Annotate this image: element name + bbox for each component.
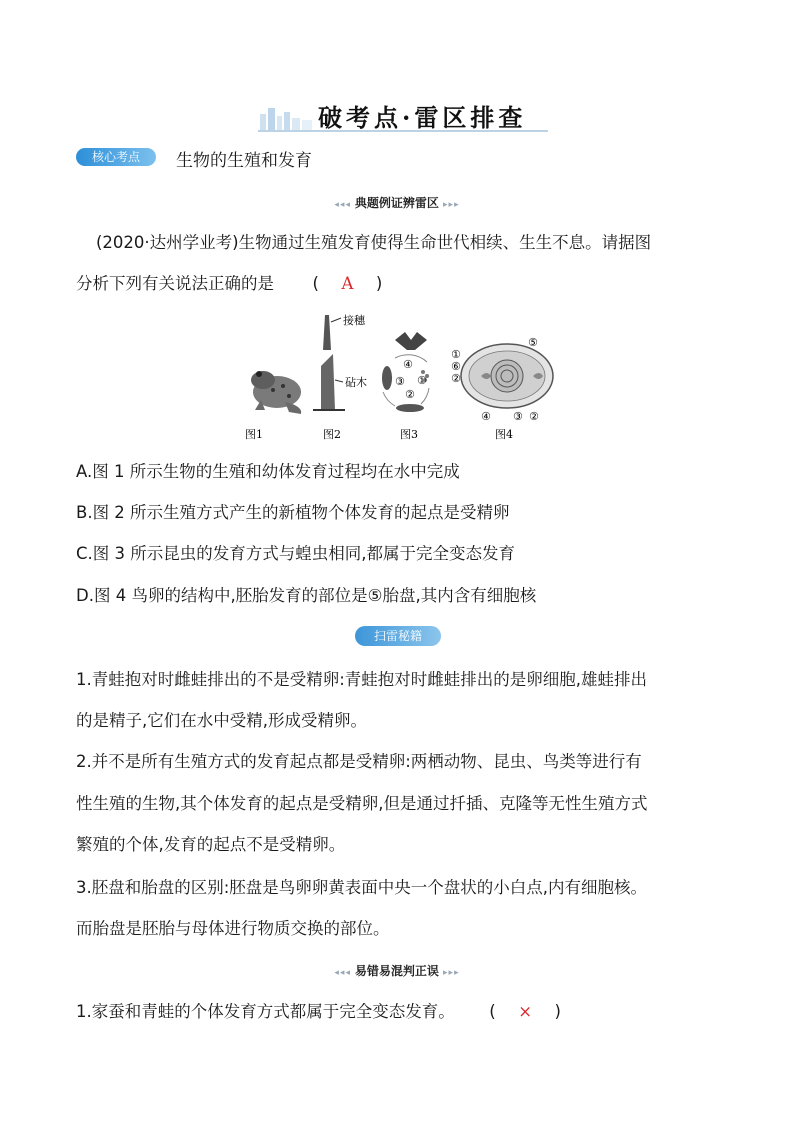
lifecycle-label-1: ① [417,374,427,387]
egg-label-5: ⑤ [528,336,538,349]
option-b: B.图 2 所示生殖方式产生的新植物个体发育的起点是受精卵 [76,503,510,522]
lifecycle-label-2: ② [405,388,415,401]
section-title: 易错易混判正误 [354,964,439,978]
caption-fig2: 图2 [323,428,341,441]
right-arrows-icon: ▸▸▸ [443,200,460,210]
answer-open: ( [312,274,319,293]
tip-3-line-1: 3.胚盘和胎盘的区别:胚盘是鸟卵卵黄表面中央一个盘状的小白点,内有细胞核。 [76,878,648,897]
tip-2-line-2: 性生殖的生物,其个体发育的起点是受精卵,但是通过扦插、克隆等无性生殖方式 [76,794,648,813]
egg-label-3: ③ [513,410,523,423]
egg-label-2-bottom: ② [529,410,539,423]
sweep-badge: 扫雷秘籍 [355,626,441,646]
skyline-decoration [258,104,318,130]
egg-label-6: ⑥ [451,360,461,373]
question-line-2 [76,271,382,297]
judge-item-1 [76,999,561,1025]
section-header-examples [0,194,794,211]
scion-label: 接穗 [343,314,365,327]
section-header-judge [0,962,794,979]
rootstock-label: 砧木 [345,376,367,389]
judge-close: ) [554,1002,561,1021]
frog-illustration [251,371,301,414]
answer-close: ) [375,274,383,293]
judge-mark: × [518,1002,533,1021]
judge-open: ( [489,1002,496,1021]
option-d: D.图 4 鸟卵的结构中,胚胎发育的部位是⑤胎盘,其内含有细胞核 [76,586,537,605]
section-title: 典题例证辨雷区 [354,196,439,210]
core-topic: 生物的生殖和发育 [176,151,312,171]
answer-value: A [341,274,354,293]
right-arrows-icon: ▸▸▸ [443,968,460,978]
left-arrows-icon: ◂◂◂ [334,968,355,978]
option-c: C.图 3 所示昆虫的发育方式与蝗虫相同,都属于完全变态发育 [76,544,515,563]
egg-label-4: ④ [481,410,491,423]
question-figures [245,310,555,445]
tip-2-line-1: 2.并不是所有生殖方式的发育起点都是受精卵:两栖动物、昆虫、鸟类等进行有 [76,752,642,771]
question-text: 分析下列有关说法正确的是 [76,274,274,293]
grafting-illustration [313,315,345,410]
tip-2-line-3: 繁殖的个体,发育的起点不是受精卵。 [76,835,346,854]
left-arrows-icon: ◂◂◂ [334,200,355,210]
egg-label-1: ① [451,348,461,361]
bird-egg-illustration [461,344,553,408]
core-badge: 核心考点 [76,148,156,166]
tip-1-line-1: 1.青蛙抱对时雌蛙排出的不是受精卵:青蛙抱对时雌蛙排出的是卵细胞,雄蛙排出 [76,670,648,689]
caption-fig4: 图4 [495,428,513,441]
option-a: A.图 1 所示生物的生殖和幼体发育过程均在水中完成 [76,462,460,481]
caption-fig3: 图3 [400,428,418,441]
judge-text: 1.家蚕和青蛙的个体发育方式都属于完全变态发育。 [76,1002,455,1021]
egg-label-2-left: ② [451,372,461,385]
lifecycle-label-3: ③ [395,375,405,388]
tip-1-line-2: 的是精子,它们在水中受精,形成受精卵。 [76,711,367,730]
tip-3-line-2: 而胎盘是胚胎与母体进行物质交换的部位。 [76,919,390,938]
question-line-1: (2020·达州学业考)生物通过生殖发育使得生命世代相续、生生不息。请据图 [96,233,652,252]
page-title: 破考点·雷区排查 [318,103,527,132]
caption-fig1: 图1 [245,428,263,441]
lifecycle-label-4: ④ [403,358,413,371]
